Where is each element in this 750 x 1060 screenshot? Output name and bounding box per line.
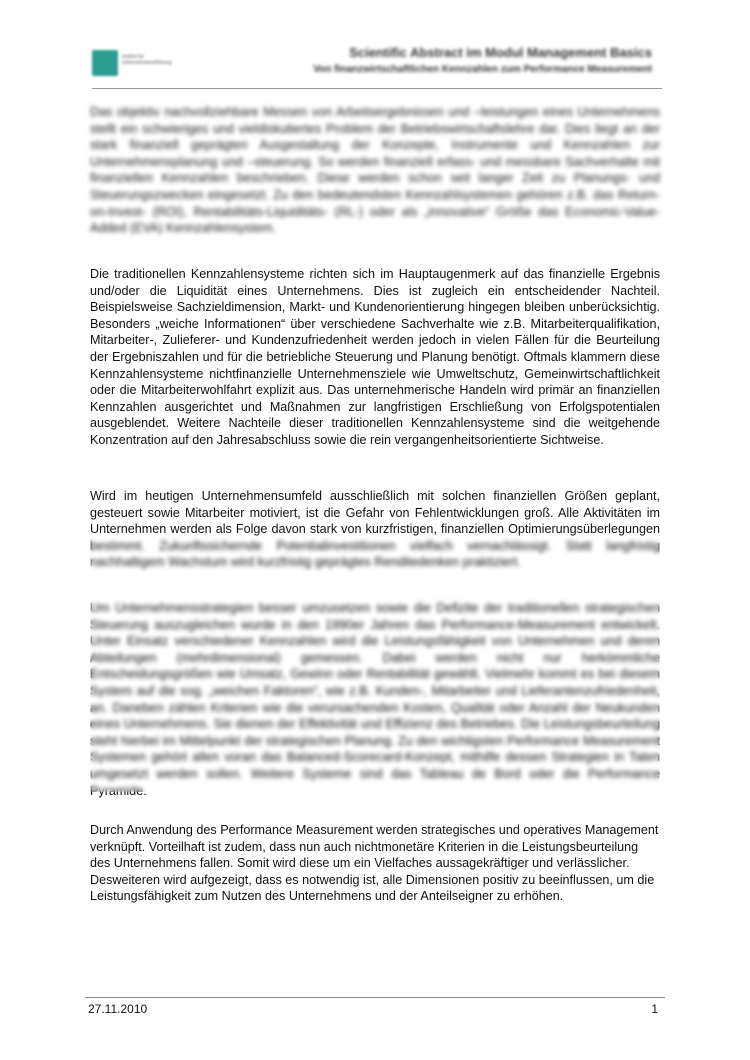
paragraph-2: Die traditionellen Kennzahlensysteme richten sich im Hauptaugenmerk auf das finanzielle Ergebnis und/oder die Liquidität eines Unternehmens. Dies ist zugleich ein entscheidender Nachteil. Beispielsweise Sachzieldimension, Markt- und Kundenorientierung hingegen bleiben unberücksichtig. Besonders „weiche Informationen“ über verschiedene Sachverhalte wie z.B. Mitarbeiterqualifikation, Mitarbeiter-, Zulieferer- und Kundenzufriedenheit werden jedoch in vielen Fällen für die Beurteilung der Ergebniszahlen und für die betriebliche Steuerung und Planung benötigt. Oftmals klammern diese Kennzahlensysteme nichtfinanzielle Unternehmensziele wie Umweltschutz, Gemeinwirtschaftlichkeit oder die Mitarbeiterwohlfahrt explizit aus. Das unternehmerische Handeln wird primär an finanziellen Kennzahlen ausgerichtet und Maßnahmen zur langfristigen Erschließung von Erfolgspotentialen ausgeblendet. Weitere Nachteile dieser traditionellen Kennzahlensysteme sind die weitgehende Konzentration auf den Jahresabschluss sowie die rein vergangenheitsorientierte Sichtweise. <box>90 267 660 447</box>
blur-overlay-3 <box>90 536 660 586</box>
document-title: Scientific Abstract im Modul Management Basics <box>349 45 652 60</box>
header-divider <box>92 88 662 89</box>
document-subtitle: Von finanzwirtschaftlichen Kennzahlen zum Performance Measurement <box>313 64 652 75</box>
paragraph-5: Durch Anwendung des Performance Measurement werden strategisches und operatives Management verknüpft. Vorteilhaft ist zudem, dass nun auch nichtmonetäre Kriterien in die Leistungsbeurteilung des Unternehmens fallen. Somit wird diese um ein Vielfaches aussagekräftiger und verlässlicher. Desweiteren wird aufgezeigt, dass es notwendig ist, alle Dimensionen positiv zu beeinflussen, um die Leistungsfähigkeit zum Nutzen des Unternehmens und der Anteilseigner zu erhöhen. <box>90 823 659 904</box>
logo-caption: Institut für Unternehmensführung <box>122 54 172 66</box>
paragraph-1: Das objektiv nachvollziehbare Messen von Arbeitsergebnissen und –leistungen eines Unternehmens stellt ein schwieriges und vieldiskutiertes Problem der Betriebswirtschaftslehre dar. Dies liegt an der stark finanziell geprägten Ausgestaltung der Konzepte, Instrumente und Kennzahlen zur Unternehmensplanung und –steuerung. So werden finanziell erfass- und messbare Sachverhalte mit finanziellen Kennzahlen beschrieben. Diese werden schon seit langer Zeit zu Planungs- und Steuerungszwecken eingesetzt. Zu den bedeutendsten Kennzahlsystemen gehören z.B. das Return-on-Invest- (ROI), Rentabilitäts-Liquiditäts- (RL-) oder als „innovative“ Größe das Economic-Value-Added (EVA) Kennzahlensystem. <box>90 105 660 236</box>
footer-divider <box>85 997 665 998</box>
paragraph-4: Um Unternehmensstrategien besser umzusetzen sowie die Defizite der traditionellen strategischen Steuerung auszugleichen wurde in den 1990er Jahren das Performance-Measurement entwickelt. Unter Einsatz verschiedener Kennzahlen wird die Leistungsfähigkeit von Unternehmen und deren Abteilungen (mehrdimensional) gemessen. Dabei werden nicht nur herkömmliche Entscheidungsgrößen wie Umsatz, Gewinn oder Rentabilität gewählt. Vielmehr kommt es bei diesem System auf die sog. „weichen Faktoren“, wie z.B. Kunden-, Mitarbeiter und Lieferantenzufriedenheit, an. Daneben zählen Kriterien wie die verursachenden Kosten, Qualität oder Anzahl der Neukunden eines Unternehmens. Sie dienen der Effektivität und Effizienz des Betriebes. Die Leistungsbeurteilung steht hierbei im Mittelpunkt der strategischen Planung. Zu den wichtigsten Performance Measurement Systemen gehört allen voran das Balanced-Scorecard-Konzept, mithilfe dessen Strategien in Taten umgesetzt werden sollen. Weitere Systeme sind das Tableau de Bord oder die Performance Pyramide. <box>90 601 660 798</box>
footer-date: 27.11.2010 <box>88 1002 148 1016</box>
institute-logo <box>92 50 118 76</box>
page-header <box>92 42 662 88</box>
paragraph-3: Wird im heutigen Unternehmensumfeld ausschließlich mit solchen finanziellen Größen geplant, gesteuert sowie Mitarbeiter motiviert, ist die Gefahr von Fehlentwicklungen groß. Alle Aktivitäten im Unternehmen werden als Folge davon stark von kurzfristigen, finanziellen Optimierungsüberlegungen bestimmt. Zukunftssichernde Potentialinvestitionen vielfach vernachlässigt. Statt langfristig nachhaltigem Wachstum wird kurzfristig geprägtes Renditedenken praktiziert. <box>90 489 660 570</box>
page-number: 1 <box>651 1002 658 1016</box>
blur-overlay-4 <box>90 598 660 792</box>
